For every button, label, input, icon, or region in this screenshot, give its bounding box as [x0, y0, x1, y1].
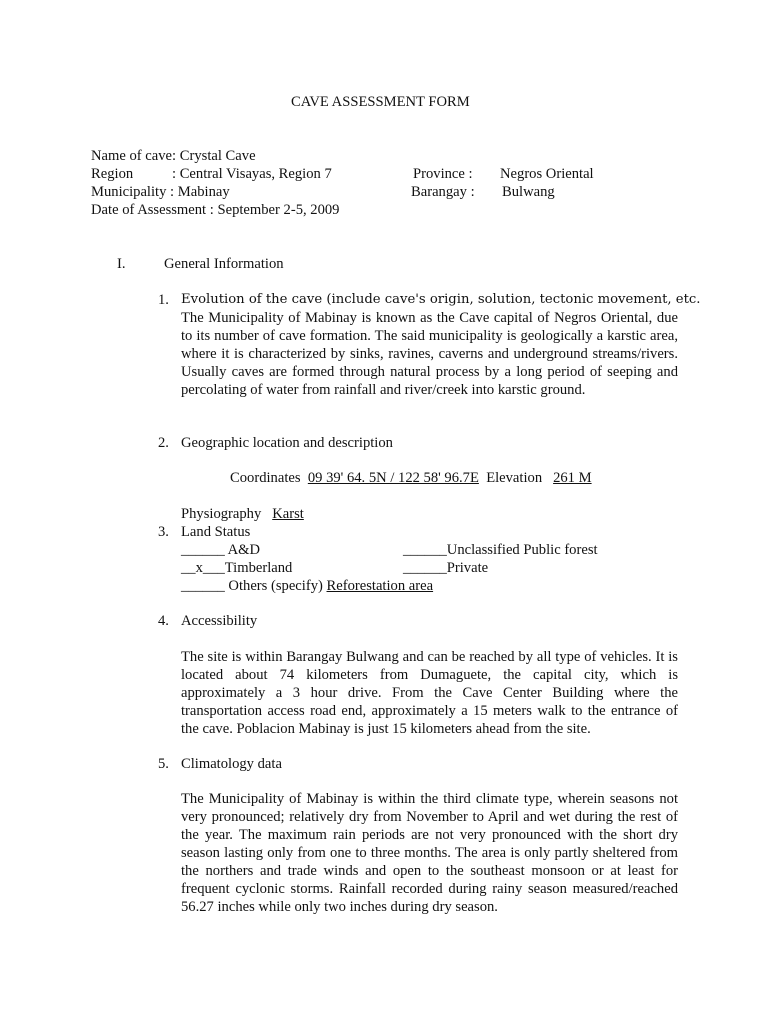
physiography-label: Physiography — [181, 506, 262, 522]
land-status-timberland: __x___Timberland — [181, 560, 293, 576]
municipality-label: Municipality : — [91, 184, 175, 200]
item-1-body: The Municipality of Mabinay is known as the Cave capital of Negros Oriental, due to its number of cave formation. The said municipality is geologically a karstic area, where it is characterized by sinks, ravines, caverns and underground streams/rivers. Usually caves are formed through natural process by a long period of seeping and percolating of water from rainfall and river/creek into karstic ground. — [181, 310, 678, 398]
cave-name-row — [91, 147, 256, 165]
item-5-body: The Municipality of Mabinay is within the third climate type, wherein seasons not very pronounced; relatively dry from November to April and wet during the rest of the year. The maximum rain periods are not very pronounced with the short dry season lasting only from one to three months. The area is only partly sheltered from the northers and trade winds and open to the southeast monsoon or at least for frequent cyclonic storms. Rainfall recorded during rainy season measured/reached 56.27 inches while only two inches during dry season. — [181, 791, 678, 915]
land-status-others-value: Reforestation area — [326, 578, 434, 594]
page-title: CAVE ASSESSMENT FORM — [291, 94, 470, 110]
coordinates-label: Coordinates — [230, 470, 301, 486]
item-4-number: 4. — [158, 613, 169, 629]
physiography-row — [181, 505, 304, 523]
elevation-label: Elevation — [486, 470, 543, 486]
assessment-date-label: Date of Assessment : — [91, 202, 214, 218]
assessment-date-value: September 2-5, 2009 — [217, 202, 340, 218]
land-status-ad: ______ A&D — [181, 542, 261, 558]
municipality-row — [91, 183, 230, 201]
item-4-heading: Accessibility — [181, 613, 258, 629]
item-4-body: The site is within Barangay Bulwang and can be reached by all type of vehicles. It is located about 74 kilometers from Dumaguete, the capital city, which is approximately a 3 hour drive. From the Cave Center Building where the transportation access road end, approximately a 15 meters walk to the entrance of the cave. Poblacion Mabinay is just 15 kilometers ahead from the site. — [181, 649, 678, 737]
cave-name-label: Name of cave: — [91, 148, 177, 164]
section-numeral: I. — [117, 256, 126, 272]
coordinates-value: 09 39' 64. 5N / 122 58' 96.7E — [307, 470, 479, 486]
elevation-value: 261 M — [553, 470, 592, 486]
province-value: Negros Oriental — [500, 166, 594, 182]
barangay-value: Bulwang — [502, 184, 555, 200]
item-5-number: 5. — [158, 756, 169, 772]
item-5-heading: Climatology data — [181, 756, 282, 772]
item-2-number: 2. — [158, 435, 169, 451]
municipality-value: Mabinay — [177, 184, 230, 200]
item-1-number: 1. — [158, 292, 169, 308]
barangay-label: Barangay : — [411, 184, 475, 200]
region-value: : Central Visayas, Region 7 — [172, 166, 332, 182]
section-title: General Information — [164, 256, 284, 272]
coordinates-row — [230, 469, 592, 487]
item-3-heading: Land Status — [181, 524, 251, 540]
land-status-others-row — [181, 577, 433, 595]
province-label: Province : — [413, 166, 473, 182]
item-1-heading: Evolution of the cave (include cave's origin, solution, tectonic movement, etc. — [181, 292, 701, 307]
land-status-private: ______Private — [403, 560, 489, 576]
region-label: Region — [91, 166, 134, 182]
assessment-date-row — [91, 201, 339, 219]
item-2-heading: Geographic location and description — [181, 435, 393, 451]
cave-name-value: Crystal Cave — [179, 148, 256, 164]
item-3-number: 3. — [158, 524, 169, 540]
land-status-unclassified: ______Unclassified Public forest — [403, 542, 598, 558]
land-status-others: ______ Others (specify) — [181, 578, 323, 594]
physiography-value: Karst — [272, 506, 304, 522]
